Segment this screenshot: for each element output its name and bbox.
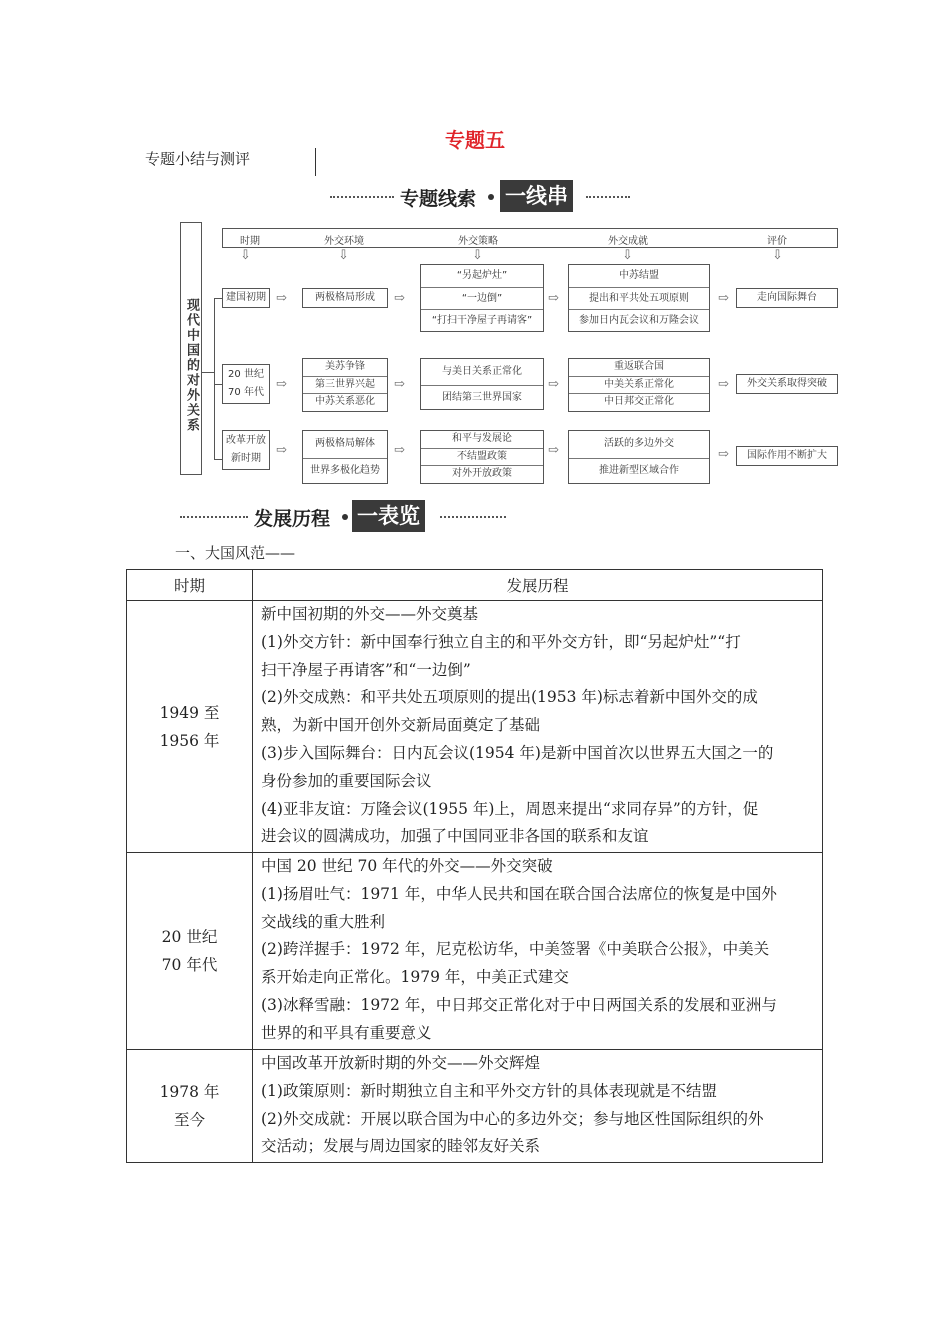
achievement-item: 中日邦交正常化 [569,393,709,411]
environment-item: 世界多极化趋势 [303,458,387,483]
strategy-box [420,264,544,332]
banner-history [180,500,510,534]
down-arrow-icon: ⇩ [622,248,633,263]
history-line: 交战线的重大胜利 [261,912,386,931]
environment-item: 中苏关系恶化 [303,393,387,411]
history-line: 扫干净屋子再请客”和“一边倒” [261,660,471,679]
history-cell [253,601,823,853]
achievement-item: 活跃的多边外交 [604,438,674,449]
history-line: 熟，为新中国开创外交新局面奠定了基础 [261,716,541,735]
right-arrow-icon: ⇨ [394,443,405,458]
period-cell [127,853,253,1050]
table-row [127,853,823,1050]
right-arrow-icon: ⇨ [548,377,559,392]
page-title: 专题五 [445,128,505,152]
achievement-item: 中苏结盟 [619,270,659,281]
history-table [126,569,823,1163]
history-cell [253,1050,823,1163]
connector-line [214,298,215,459]
environment-item: 两极格局解体 [315,438,375,449]
environment-item: 美苏争锋 [325,361,365,372]
history-line: (3)冰释雪融：1972 年，中日邦交正常化对于中日两国关系的发展和亚洲与 [261,995,777,1014]
strategy-item: “另起炉灶” [456,270,508,281]
history-line: 交活动；发展与周边国家的睦邻友好关系 [261,1137,541,1156]
history-line: 新中国初期的外交——外交奠基 [261,605,479,623]
environment-box [302,430,388,484]
period-line: 1956 年 [159,731,220,750]
banner-thread [330,180,630,214]
col-header-strategy: 外交策略 [458,236,498,247]
history-line: 中国改革开放新时期的外交——外交辉煌 [261,1054,541,1072]
banner-history-text: 发展历程 [254,508,331,530]
history-line: 进会议的圆满成功，加强了中国同亚非各国的联系和友谊 [261,827,649,846]
right-arrow-icon: ⇨ [394,291,405,306]
achievement-box [568,430,710,484]
history-cell [253,853,823,1050]
section-heading: 一、大国风范—— [175,544,296,562]
environment-item: 第三世界兴起 [303,376,387,393]
achievement-box [568,358,710,412]
strategy-item: 与美日关系正常化 [442,366,522,377]
history-line: (1)政策原则：新时期独立自主和平外交方针的具体表现就是不结盟 [261,1081,717,1100]
history-line: (3)步入国际舞台：日内瓦会议(1954 年)是新中国首次以世界五大国之一的 [261,743,774,762]
down-arrow-icon: ⇩ [772,248,783,263]
table-row [127,601,823,853]
period-cell [127,601,253,853]
period-line: 70 年代 [161,956,218,974]
history-line: 身份参加的重要国际会议 [261,771,432,790]
history-line: (2)外交成就：开展以联合国为中心的多边外交；参与地区性国际组织的外 [261,1109,764,1128]
col-header-evaluation: 评价 [767,236,787,247]
down-arrow-icon: ⇩ [338,248,349,263]
connector-line [214,459,222,460]
strategy-item: 对外开放政策 [421,465,543,483]
table-header-period: 时期 [127,570,253,601]
right-arrow-icon: ⇨ [276,291,287,306]
right-arrow-icon: ⇨ [276,443,287,458]
col-header-environment: 外交环境 [324,236,364,247]
evaluation-box: 外交关系取得突破 [736,374,838,394]
achievement-item: 推进新型区域合作 [569,458,709,483]
period-line: 20 世纪 [161,928,218,946]
strategy-box [420,430,544,484]
table-row [127,1050,823,1163]
strategy-item: 不结盟政策 [421,448,543,465]
banner-dotted-line [330,196,394,198]
history-line: (2)外交成熟：和平共处五项原则的提出(1953 年)标志着新中国外交的成 [261,688,758,707]
environment-box [302,358,388,412]
strategy-item: 和平与发展论 [452,433,512,444]
achievement-box [568,264,710,332]
evaluation-box: 走向国际舞台 [736,288,838,308]
history-line: (4)亚非友谊：万隆会议(1955 年)上，周恩来提出“求同存异”的方针，促 [261,799,759,818]
period-label: 20 世纪 70 年代 [228,369,264,398]
diagram-root: 现代中国的对外关系 [180,222,202,475]
history-line: 中国 20 世纪 70 年代的外交——外交突破 [261,857,553,875]
history-line: (1)外交方针：新中国奉行独立自主的和平外交方针，即“另起炉灶”“打 [261,632,741,651]
strategy-item: 团结第三世界国家 [421,385,543,410]
history-line: 世界的和平具有重要意义 [261,1023,432,1042]
banner-dotted-line [440,516,506,518]
right-arrow-icon: ⇨ [548,291,559,306]
page-subtitle: 专题小结与测评 [145,150,251,168]
banner-dotted-line [180,516,248,518]
history-line: 系开始走向正常化。1979 年，中美正式建交 [261,968,569,987]
period-cell [127,1050,253,1163]
relations-diagram [180,222,840,477]
period-label: 改革开放新时期 [226,435,266,464]
banner-dot [488,194,494,200]
right-arrow-icon: ⇨ [718,447,729,462]
evaluation-box: 国际作用不断扩大 [736,446,838,466]
right-arrow-icon: ⇨ [276,377,287,392]
history-line: (2)跨洋握手：1972 年，尼克松访华，中美签署《中美联合公报》，中美关 [261,940,770,959]
period-box [222,364,270,404]
achievement-item: 重返联合国 [614,361,664,372]
period-line: 至今 [173,1111,205,1129]
strategy-item: “打扫干净屋子再请客” [421,309,543,331]
right-arrow-icon: ⇨ [718,291,729,306]
banner-dot [342,514,348,520]
table-header-history: 发展历程 [253,570,823,601]
achievement-item: 参加日内瓦会议和万隆会议 [569,309,709,331]
achievement-item: 提出和平共处五项原则 [569,287,709,309]
table-header-row [127,570,823,601]
right-arrow-icon: ⇨ [394,377,405,392]
strategy-item: “一边倒” [421,287,543,309]
period-box: 建国初期 [222,288,270,308]
achievement-item: 中美关系正常化 [569,376,709,393]
down-arrow-icon: ⇩ [472,248,483,263]
strategy-box [420,358,544,410]
period-box [222,430,270,470]
connector-line [214,298,222,299]
col-header-achievement: 外交成就 [608,236,648,247]
connector-line [214,384,222,385]
banner-dotted-line [586,196,630,198]
col-header-period: 时期 [240,236,260,247]
history-line: (1)扬眉吐气：1971 年，中华人民共和国在联合国合法席位的恢复是中国外 [261,884,777,903]
right-arrow-icon: ⇨ [718,377,729,392]
banner-thread-highlight: 一线串 [500,180,573,212]
environment-box: 两极格局形成 [302,288,388,308]
period-line: 1978 年 [159,1083,220,1101]
connector-line [202,372,214,373]
banner-thread-text: 专题线索 [400,188,477,210]
subtitle-divider [315,148,316,176]
banner-history-highlight: 一表览 [352,500,425,532]
right-arrow-icon: ⇨ [548,443,559,458]
period-line: 1949 至 [159,703,220,722]
down-arrow-icon: ⇩ [240,248,251,263]
